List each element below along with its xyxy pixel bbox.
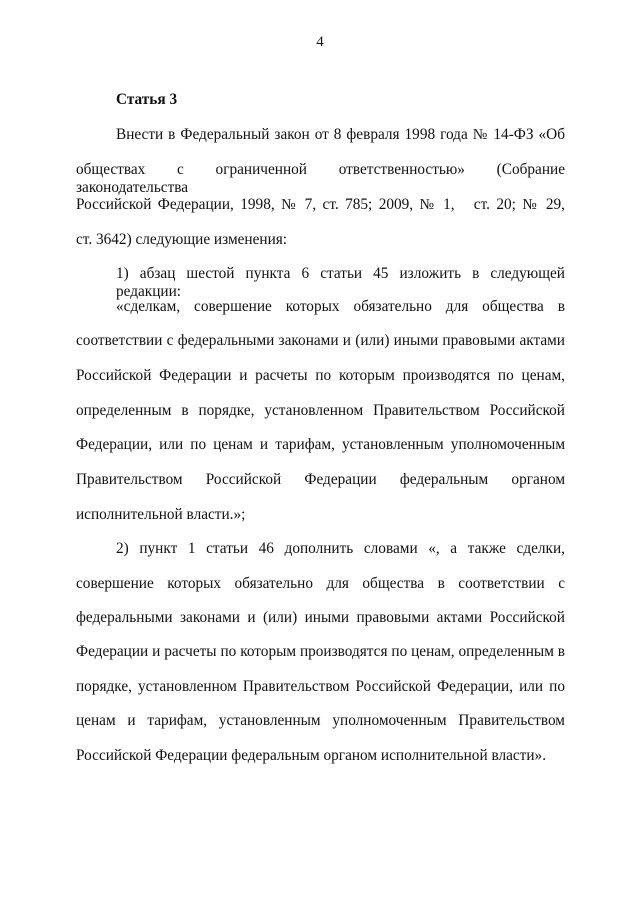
text-line: 2) пункт 1 статьи 46 дополнить словами «, а также сделки,: [116, 540, 565, 557]
text-line: исполнительной власти.»;: [76, 506, 246, 523]
text-line: Правительством Российской Федерации федеральным органом: [76, 471, 565, 488]
text-line: Внести в Федеральный закон от 8 февраля 1998 года № 14-ФЗ «Об: [116, 126, 565, 143]
text-line: Российской Федерации, 1998, № 7, ст. 785; 2009, № 1, ст. 20; № 29,: [76, 196, 565, 213]
text-line: «сделкам, совершение которых обязательно для общества в: [116, 298, 565, 315]
text-line: Федерации и расчеты по которым производятся по ценам, определенным в: [76, 643, 565, 660]
text-line: Федерации, или по ценам и тарифам, установленным уполномоченным: [76, 436, 565, 453]
page-number: 4: [316, 34, 324, 50]
text-line: 1) абзац шестой пункта 6 статьи 45 изложить в следующей редакции:: [116, 265, 565, 300]
text-line: определенным в порядке, установленном Правительством Российской: [76, 402, 565, 419]
text-line: Российской Федерации и расчеты по которым производятся по ценам,: [76, 367, 565, 384]
text-line: Российской Федерации федеральным органом исполнительной власти».: [76, 747, 547, 764]
text-line: порядке, установленном Правительством Российской Федерации, или по: [76, 678, 565, 695]
text-line: соответствии с федеральными законами и (или) иными правовыми актами: [76, 332, 565, 349]
text-line: федеральными законами и (или) иными правовыми актами Российской: [76, 609, 565, 626]
text-line: совершение которых обязательно для общества в соответствии с: [76, 575, 565, 592]
text-line: ценам и тарифам, установленным уполномоченным Правительством: [76, 712, 565, 729]
text-line: обществах с ограниченной ответственностью» (Собрание законодательства: [76, 161, 565, 196]
article-heading: Статья 3: [116, 91, 178, 108]
text-line: ст. 3642) следующие изменения:: [76, 231, 288, 248]
